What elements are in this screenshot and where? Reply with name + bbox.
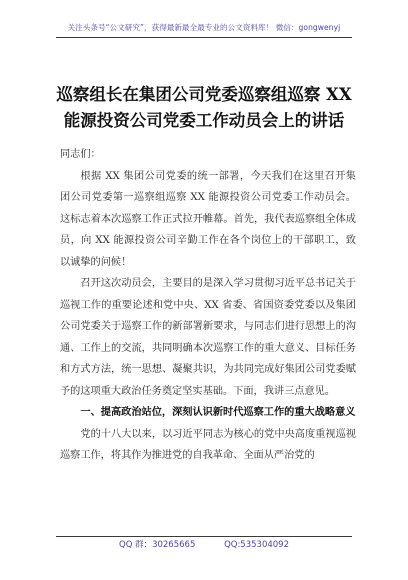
document-title: [40, 82, 368, 134]
paragraph-1: 根据 XX 集团公司党委的统一部署，今天我们在这里召开集团公司党委第一巡察组巡察 XX 能源投资公司党委工作动员会。这标志着本次巡察工作正式拉开帷幕。首先，我代表巡察组全体成员，向 XX 能源投资公司辛勤工作在各个岗位上的干部职工，致以诚挚的问候！: [60, 170, 356, 268]
document-body: [60, 144, 356, 467]
paragraph-2: 召开这次动员会，主要目的是深入学习贯彻习近平总书记关于巡视工作的重要论述和党中央、XX 省委、省国资委党委以及集团公司党委关于巡察工作的新部署新要求，与同志们进行思想上的沟通、工作上的交流，共同明确本次巡察工作的重大意义、目标任务和方式方法，统一思想、凝聚共识，为共同完成好集团公司党委赋予的这项重大政治任务奠定坚实基础。下面，我讲三点意见。: [60, 278, 356, 397]
section-heading-1: 一、提高政治站位，深刻认识新时代巡察工作的重大战略意义: [80, 406, 356, 418]
salutation: 同志们：: [60, 149, 101, 160]
footer-banner: [0, 538, 408, 550]
paragraph-3: 党的十八大以来，以习近平同志为核心的党中央高度重视巡视巡察工作，将其作为推进党的自我革命、全面从严治党的: [60, 428, 356, 461]
footer-divider: [56, 536, 352, 537]
title-line-2: 能源投资公司党委工作动员会上的讲话: [63, 111, 345, 130]
title-line-1: 巡察组长在集团公司党委巡察组巡察 XX: [56, 85, 352, 104]
footer-qq-number: QQ:535304092: [224, 540, 289, 550]
footer-qq-group: QQ 群：30265665: [119, 540, 196, 550]
header-divider: [56, 37, 352, 38]
header-banner: 关注头条号“公文研究”，获得最新最全最专业的公文资料库！ 微信：gongwenyj: [67, 23, 341, 32]
